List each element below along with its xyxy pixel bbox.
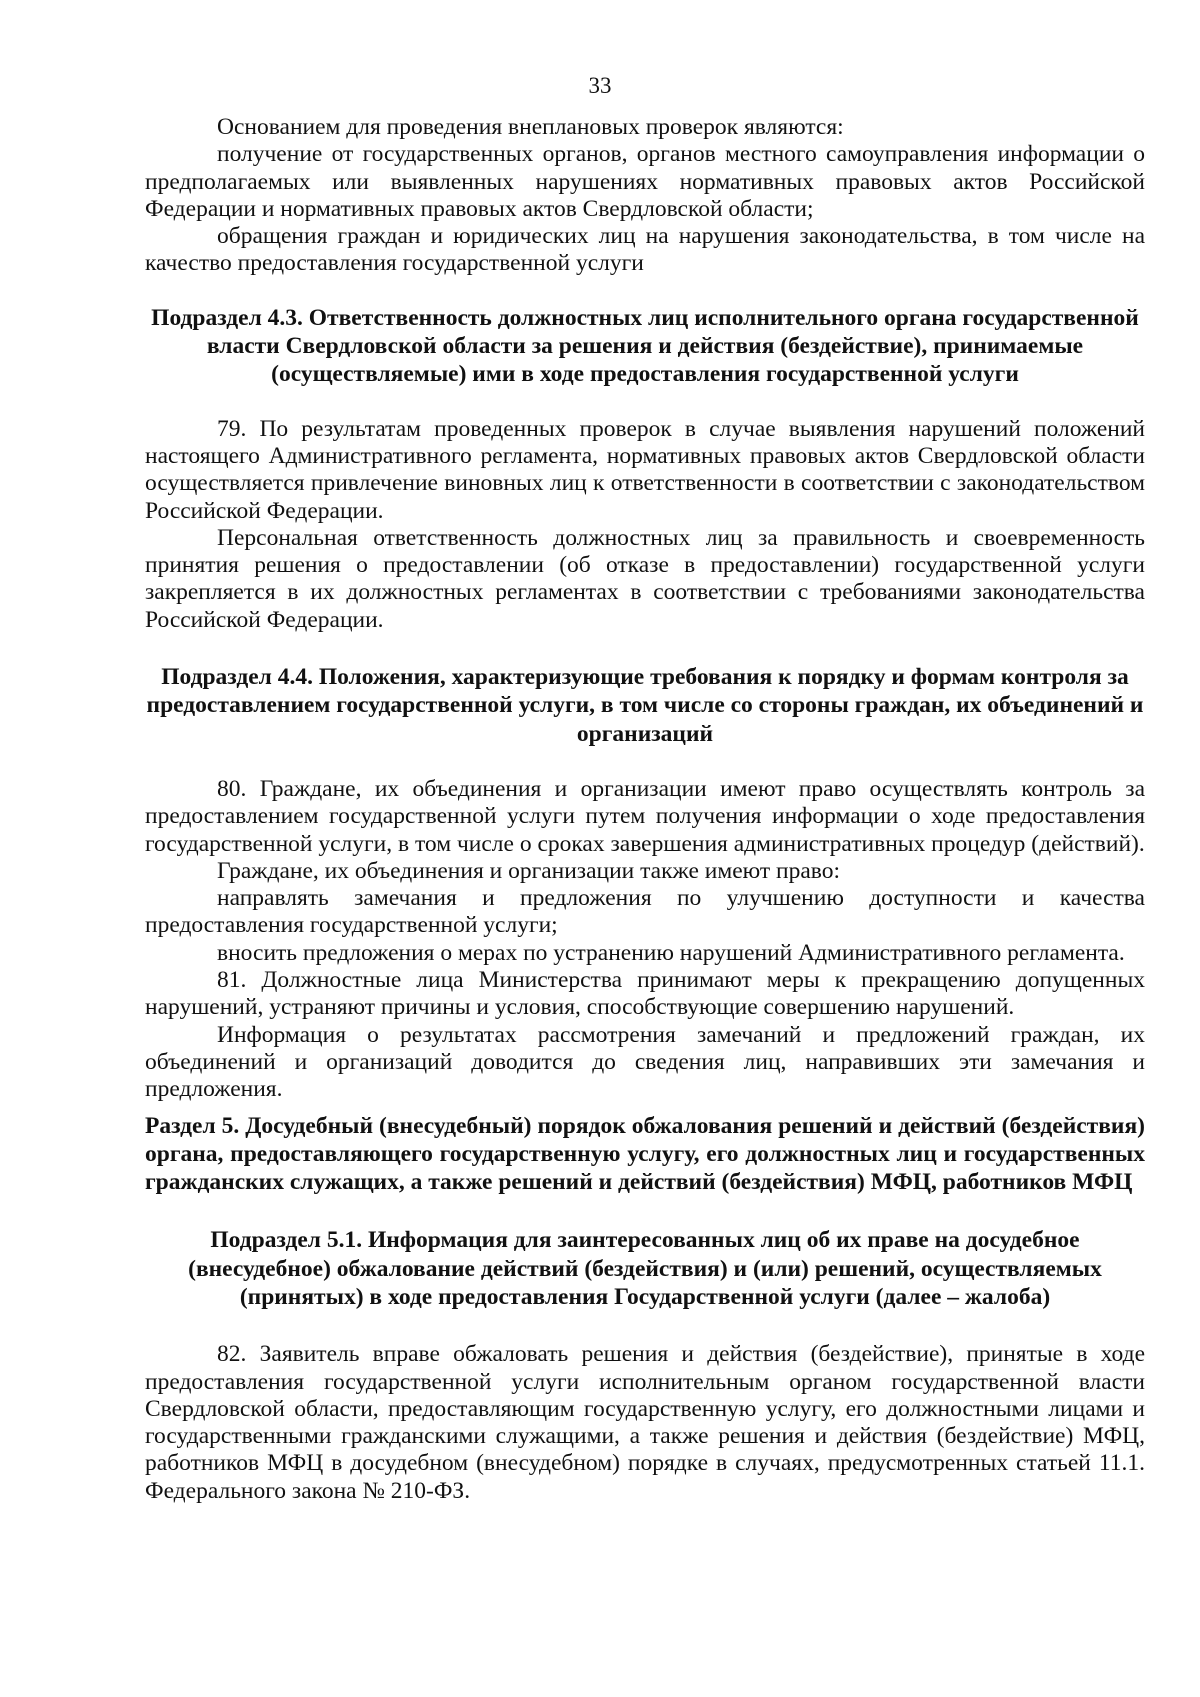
- paragraph-citizens-rights: Граждане, их объединения и организации также имеют право:: [217, 857, 841, 884]
- paragraph-79: 79. По результатам проведенных проверок в случае выявления нарушений положений настоящего Административного регламента, нормативных правовых актов Свердловской области осуществляется привлечение виновных лиц к ответственности в соответствии с законодательством Российской Федерации.: [145, 415, 1145, 524]
- heading-subsection-4-4: Подраздел 4.4. Положения, характеризующие требования к порядку и формам контроля за предоставлением государственной услуги, в том числе со стороны граждан, их объединений и организаций: [146, 664, 1144, 747]
- paragraph-grounds-info: получение от государственных органов, органов местного самоуправления информации о предполагаемых или выявленных нарушениях нормативных правовых актов Российской Федерации и нормативных правовых актов Свердловской области;: [145, 141, 1145, 222]
- page-body: [145, 114, 1145, 1505]
- paragraph-grounds-intro: Основанием для проведения внеплановых проверок являются:: [217, 114, 844, 140]
- paragraph-send-remarks: направлять замечания и предложения по улучшению доступности и качества предоставления государственной услуги;: [145, 885, 1145, 939]
- paragraph-personal-responsibility: Персональная ответственность должностных лиц за правильность и своевременность принятия решения о предоставлении (об отказе в предоставлении) государственной услуги закрепляется в их должностных регламентах в соответствии с требованиями законодательства Российской Федерации.: [145, 524, 1145, 633]
- paragraph-review-results: Информация о результатах рассмотрения замечаний и предложений граждан, их объединений и организаций доводится до сведения лиц, направивших эти замечания и предложения.: [145, 1021, 1145, 1103]
- page-number: 33: [588, 73, 612, 98]
- heading-subsection-5-1: Подраздел 5.1. Информация для заинтересованных лиц об их праве на досудебное (внесудебное) обжалование действий (бездействия) и (или) решений, осуществляемых (принятых) в ходе предоставления Государственной услуги (далее – жалоба): [188, 1227, 1102, 1310]
- heading-subsection-4-3: Подраздел 4.3. Ответственность должностных лиц исполнительного органа государственной власти Свердловской области за решения и действия (бездействие), принимаемые (осуществляемые) ими в ходе предоставления государственной услуги: [151, 304, 1139, 388]
- paragraph-81: 81. Должностные лица Министерства принимают меры к прекращению допущенных нарушений, устраняют причины и условия, способствующие совершению нарушений.: [145, 967, 1145, 1021]
- paragraph-80: 80. Граждане, их объединения и организации имеют право осуществлять контроль за предоставлением государственной услуги путем получения информации о ходе предоставления государственной услуги, в том числе о сроках завершения административных процедур (действий).: [145, 775, 1145, 857]
- paragraph-make-proposals: вносить предложения о мерах по устранению нарушений Административного регламента.: [217, 939, 1125, 966]
- paragraph-82: 82. Заявитель вправе обжаловать решения и действия (бездействие), принятые в ходе предоставления государственной услуги исполнительным органом государственной власти Свердловской области, предоставляющим государственную услугу, его должностными лицами и государственными гражданскими служащими, а также решения и действия (бездействие) МФЦ, работников МФЦ в досудебном (внесудебном) порядке в случаях, предусмотренных статьей 11.1. Федерального закона № 210-ФЗ.: [145, 1341, 1145, 1504]
- heading-section-5: Раздел 5. Досудебный (внесудебный) порядок обжалования решений и действий (бездействия) органа, предоставляющего государственную услугу, его должностных лиц и государственных гражданских служащих, а также решений и действий (бездействия) МФЦ, работников МФЦ: [145, 1112, 1145, 1196]
- paragraph-grounds-appeals: обращения граждан и юридических лиц на нарушения законодательства, в том числе на качество предоставления государственной услуги: [145, 223, 1145, 277]
